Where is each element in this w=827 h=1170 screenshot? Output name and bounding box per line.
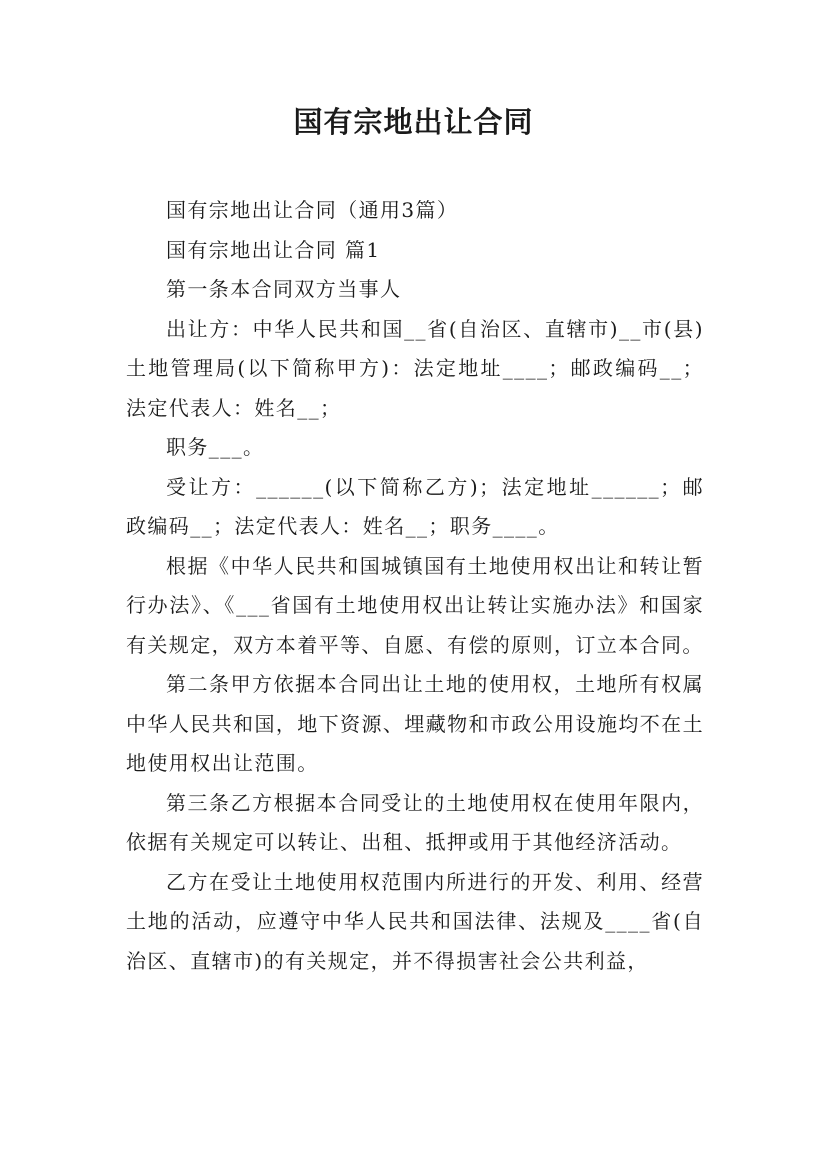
document-body xyxy=(126,191,704,981)
document-title: 国有宗地出让合同 xyxy=(293,105,534,139)
paragraph-transferee: 受让方：______(以下简称乙方)；法定地址______；邮政编码__；法定代表人：姓名__；职务____。 xyxy=(126,474,704,538)
paragraph-article-2: 第二条甲方依据本合同出让土地的使用权，土地所有权属中华人民共和国，地下资源、埋藏物和市政公用设施均不在土地使用权出让范围。 xyxy=(126,672,704,775)
paragraph-legal-basis: 根据《中华人民共和国城镇国有土地使用权出让和转让暂行办法》、《___省国有土地使用权出让转让实施办法》和国家有关规定，双方本着平等、自愿、有偿的原则，订立本合同。 xyxy=(126,553,704,657)
paragraph-section-heading: 国有宗地出让合同 篇1 xyxy=(166,237,381,262)
paragraph-transferor: 出让方：中华人民共和国__省(自治区、直辖市)__市(县)土地管理局(以下简称甲方)：法定地址____；邮政编码__；法定代表人：姓名__； xyxy=(126,316,704,420)
paragraph-obligations: 乙方在受让土地使用权范围内所进行的开发、利用、经营土地的活动，应遵守中华人民共和国法律、法规及____省(自治区、直辖市)的有关规定，并不得损害社会公共利益， xyxy=(126,869,704,973)
paragraph-article-3: 第三条乙方根据本合同受让的土地使用权在使用年限内，依据有关规定可以转让、出租、抵押或用于其他经济活动。 xyxy=(126,790,704,854)
paragraph-subtitle: 国有宗地出让合同（通用3篇） xyxy=(166,198,459,222)
paragraph-position: 职务___。 xyxy=(166,435,265,459)
paragraph-article-1-heading: 第一条本合同双方当事人 xyxy=(166,277,402,301)
